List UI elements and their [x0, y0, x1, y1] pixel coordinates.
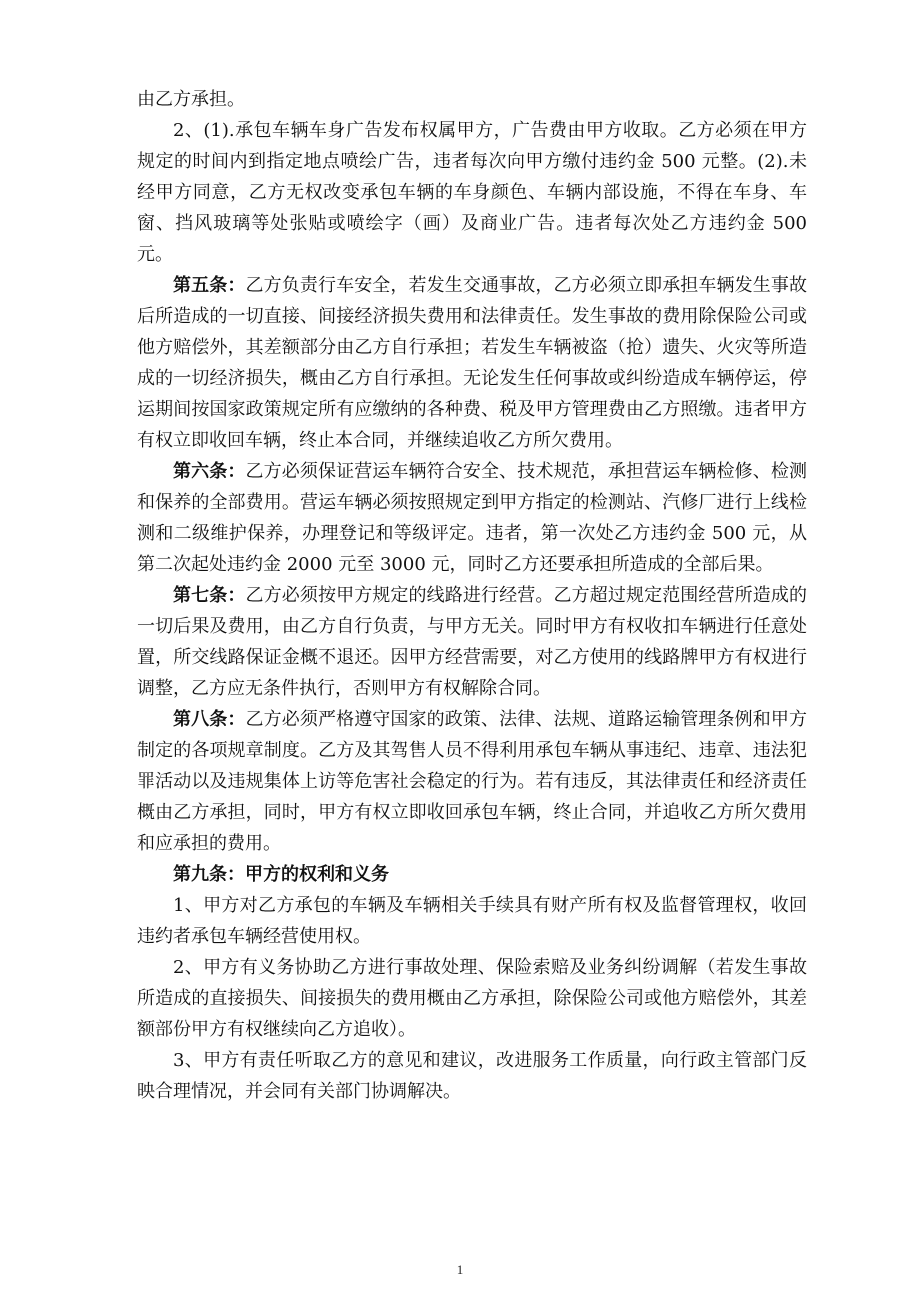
- article-9-item-1: [137, 890, 807, 952]
- paragraph-article-6: [137, 456, 807, 580]
- paragraph-text: 乙方必须按甲方规定的线路进行经营。乙方超过规定范围经营所造成的一切后果及费用，由乙方自行负责，与甲方无关。同时甲方有权收扣车辆进行任意处置，所交线路保证金概不退还。因甲方经营需要，对乙方使用的线路牌甲方有权进行调整，乙方应无条件执行，否则甲方有权解除合同。: [137, 585, 808, 699]
- article-9-item-2: [137, 952, 807, 1045]
- paragraph-text: 1、甲方对乙方承包的车辆及车辆相关手续具有财产所有权及监督管理权，收回违约者承包车辆经营使用权。: [137, 895, 807, 947]
- article-9-item-3: [137, 1045, 807, 1107]
- article-9-title: 第九条：甲方的权利和义务: [173, 864, 389, 885]
- paragraph-text: 乙方负责行车安全，若发生交通事故，乙方必须立即承担车辆发生事故后所造成的一切直接、间接经济损失费用和法律责任。发生事故的费用除保险公司或他方赔偿外，其差额部分由乙方自行承担；若发生车辆被盗（抢）遗失、火灾等所造成的一切经济损失，概由乙方自行承担。无论发生任何事故或纠纷造成车辆停运，停运期间按国家政策规定所有应缴纳的各种费、税及甲方管理费由乙方照缴。违者甲方有权立即收回车辆，终止本合同，并继续追收乙方所欠费用。: [137, 275, 808, 451]
- paragraph-clause-4-item-2: [137, 115, 807, 270]
- paragraph-text: 2、甲方有义务协助乙方进行事故处理、保险索赔及业务纠纷调解（若发生事故所造成的直接损失、间接损失的费用概由乙方承担，除保险公司或他方赔偿外，其差额部份甲方有权继续向乙方追收）。: [137, 957, 807, 1040]
- paragraph-text: 乙方必须保证营运车辆符合安全、技术规范，承担营运车辆检修、检测和保养的全部费用。营运车辆必须按照规定到甲方指定的检测站、汽修厂进行上线检测和二级维护保养，办理登记和等级评定。违者，第一次处乙方违约金 500 元，从第二次起处违约金 2000 元至 3000 元，同时乙方还要承担所造成的全部后果。: [137, 461, 808, 575]
- article-heading: 第八条：: [173, 709, 246, 730]
- paragraph-text: 2、(1).承包车辆车身广告发布权属甲方，广告费由甲方收取。乙方必须在甲方规定的时间内到指定地点喷绘广告，违者每次向甲方缴付违约金 500 元整。(2).未经甲方同意，乙方无权改变承包车辆的车身颜色、车辆内部设施，不得在车身、车窗、挡风玻璃等处张贴或喷绘字（画）及商业广告。违者每次处乙方违约金 500 元。: [137, 120, 807, 265]
- paragraph-article-8: [137, 704, 807, 859]
- paragraph-continuation: [137, 84, 807, 115]
- paragraph-text: 乙方必须严格遵守国家的政策、法律、法规、道路运输管理条例和甲方制定的各项规章制度。乙方及其驾售人员不得利用承包车辆从事违纪、违章、违法犯罪活动以及违规集体上访等危害社会稳定的行为。若有违反，其法律责任和经济责任概由乙方承担，同时，甲方有权立即收回承包车辆，终止合同，并追收乙方所欠费用和应承担的费用。: [137, 709, 808, 854]
- paragraph-text: 由乙方承担。: [137, 89, 245, 110]
- article-heading: 第七条：: [173, 585, 246, 606]
- article-heading: 第六条：: [173, 461, 246, 482]
- paragraph-article-5: [137, 270, 807, 456]
- article-heading: 第五条：: [173, 275, 246, 296]
- document-body: [137, 84, 807, 1107]
- paragraph-text: 3、甲方有责任听取乙方的意见和建议，改进服务工作质量，向行政主管部门反映合理情况，并会同有关部门协调解决。: [137, 1050, 807, 1102]
- page-number: 1: [456, 1262, 464, 1277]
- paragraph-article-7: [137, 580, 807, 704]
